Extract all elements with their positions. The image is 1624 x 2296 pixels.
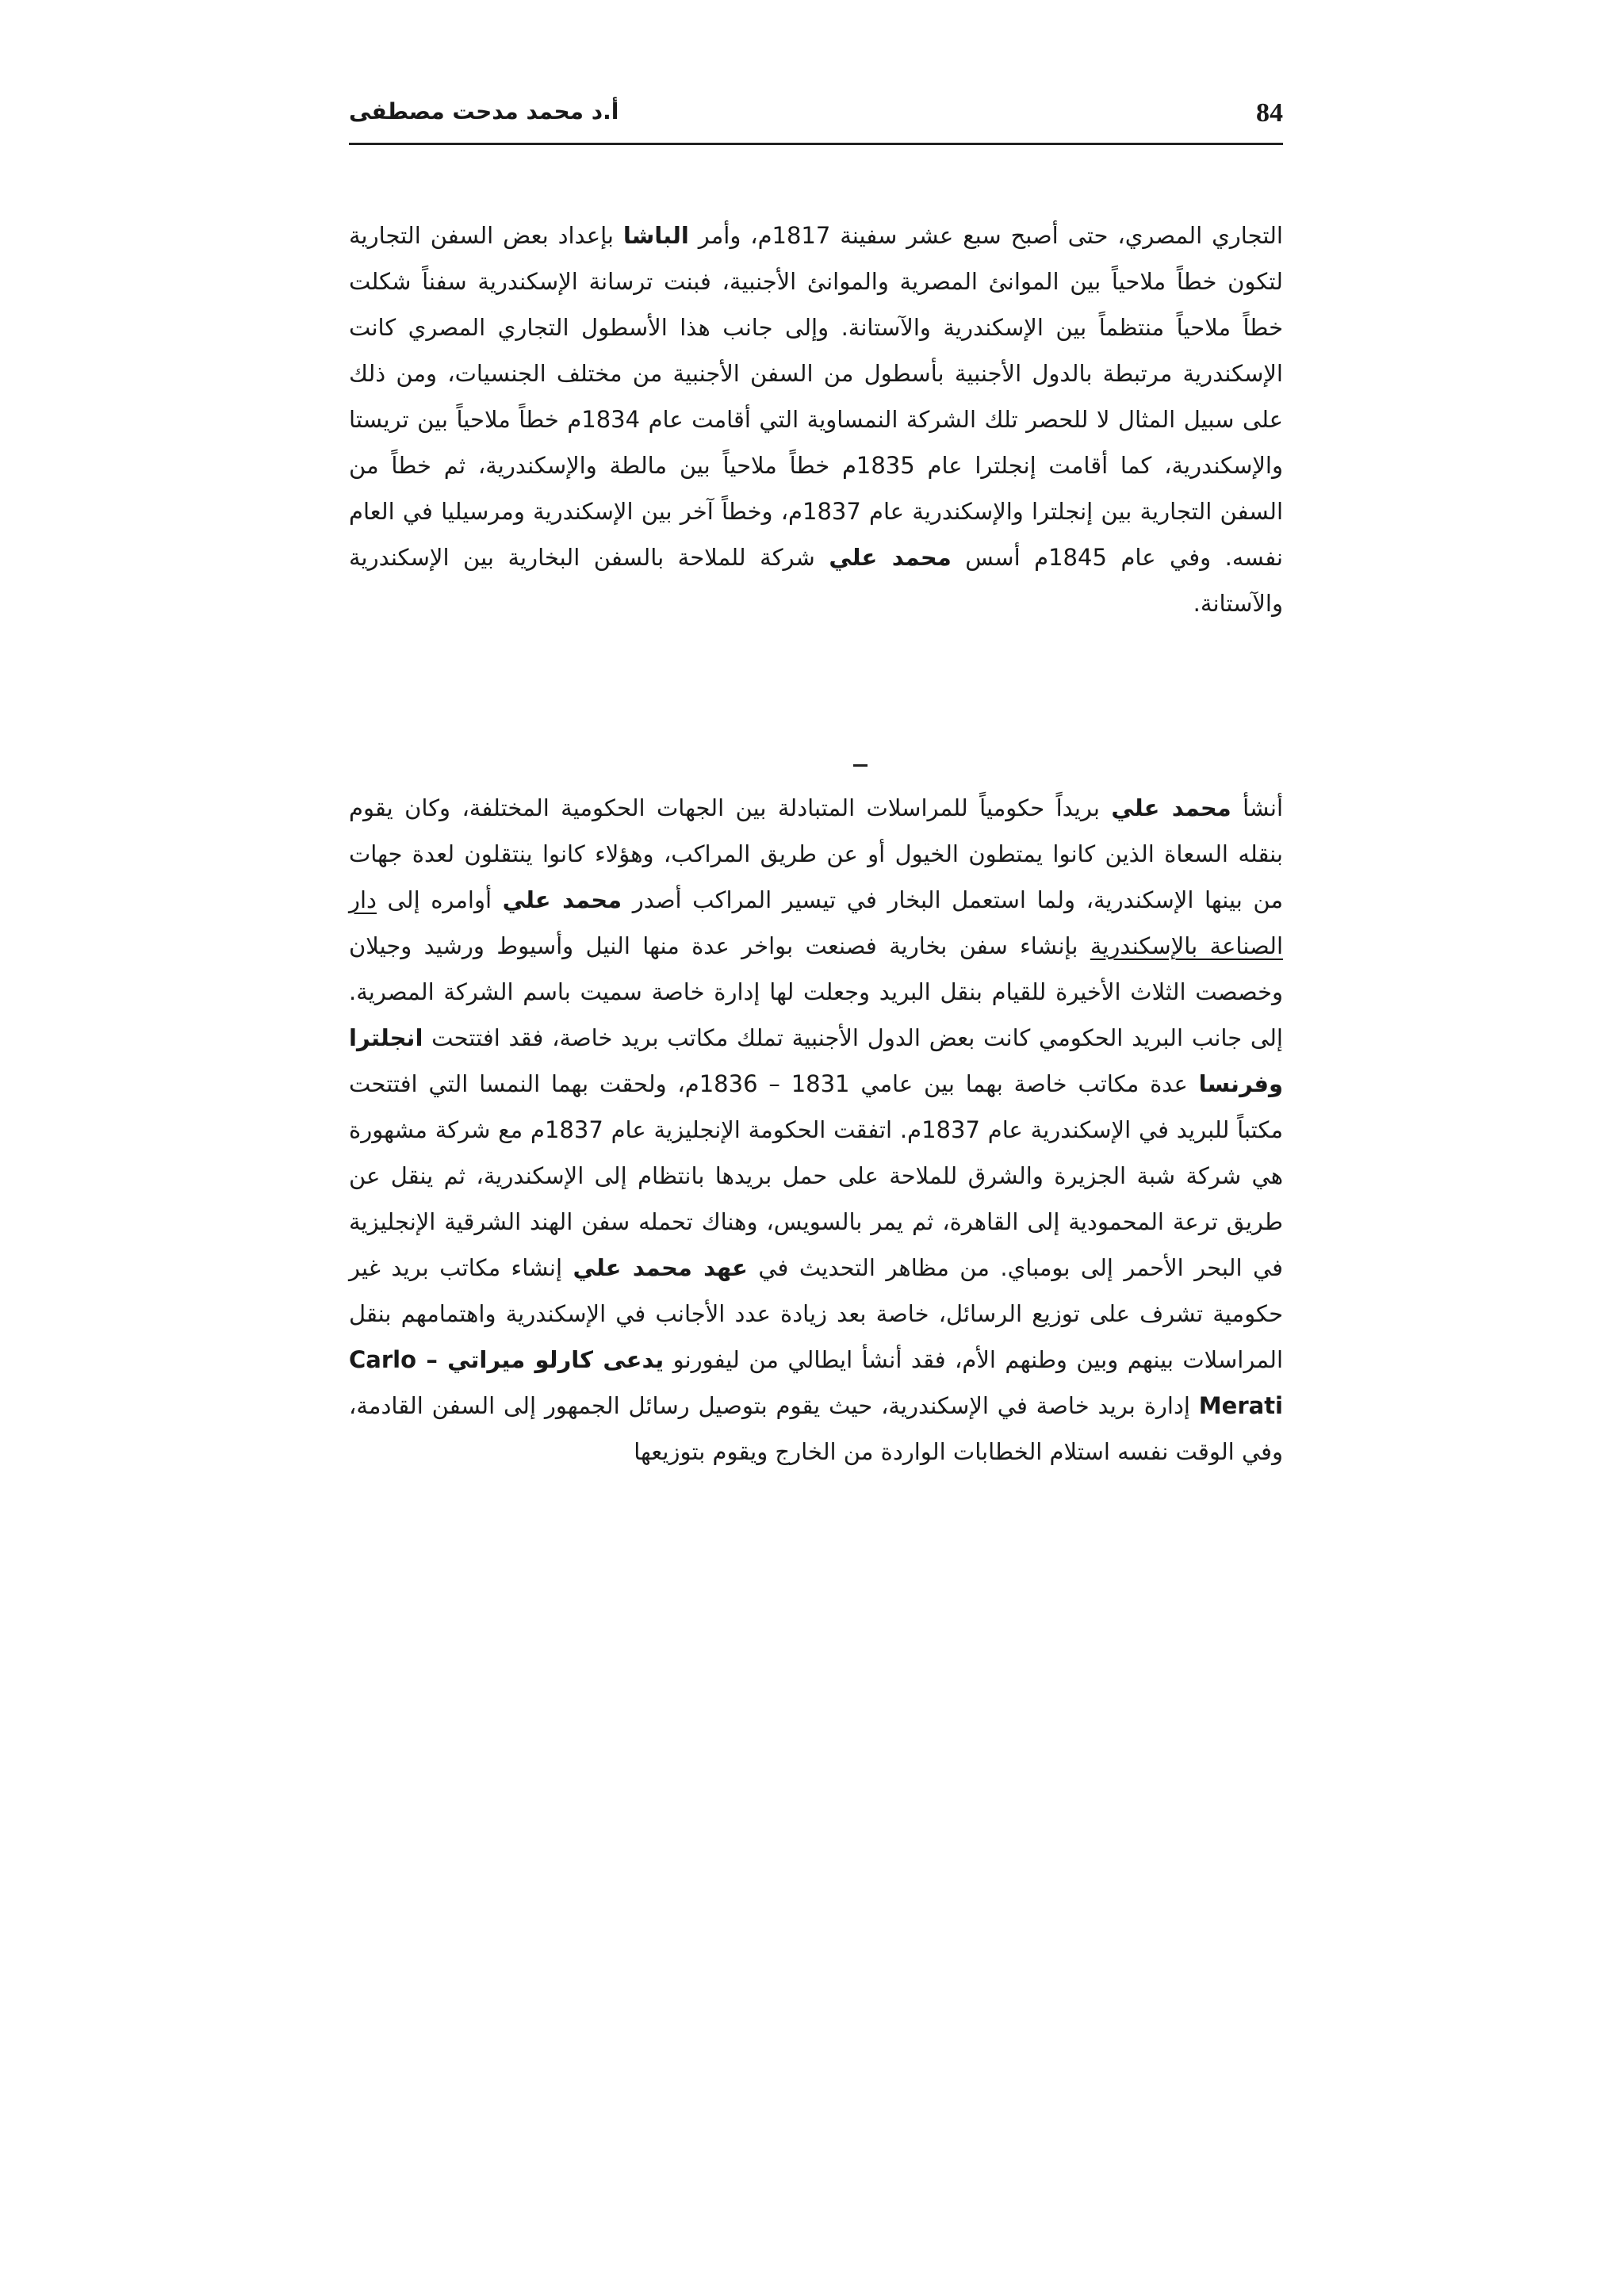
p2-span-9: عدة مكاتب خاصة بهما بين عامي 1831 – 1836م، ولحقت بهما النمسا التي افتتحت مكتباً للبريد في الإسكندرية عام 1837م. اتفقت الحكومة الإنجليزية عام 1837م مع شركة مشهورة هي شركة شبة الجزيرة والشرق للملاحة على حمل بريدها بانتظام إلى الإسكندرية، ثم ينقل عن طريق ترعة المحمودية إلى القاهرة، ثم يمر بالسويس، وهناك تحمله سفن الهند الشرقية الإنجليزية في البحر الأحمر إلى بومباي. من مظاهر التحديث في xyxy=(349,1070,1283,1281)
p2-bold-carlo-merati: يدعى كارلو ميراتي – Carlo Merati xyxy=(349,1346,1283,1419)
paragraph-maritime-trade xyxy=(349,212,1283,626)
paragraph-1-text xyxy=(349,212,1283,626)
p1-bold-mohamed-ali: محمد علي xyxy=(829,544,952,571)
p2-span-1: أنشأ xyxy=(1231,794,1283,821)
page-number: 84 xyxy=(1256,98,1283,128)
p2-bold-mohamed-ali-2: محمد علي xyxy=(502,886,622,913)
p1-bold-basha: الباشا xyxy=(622,222,689,249)
p1-span-3: بإعداد بعض السفن التجارية لتكون خطاً ملاحياً بين الموانئ المصرية والموانئ الأجنبية، فبنت ترسانة الإسكندرية سفناً شكلت خطاً ملاحياً منتظماً بين الإسكندرية والآستانة. وإلى جانب هذا الأسطول التجاري المصري كانت الإسكندرية مرتبطة بالدول الأجنبية بأسطول من السفن الأجنبية من مختلف الجنسيات، ومن ذلك على سبيل المثال لا للحصر تلك الشركة النمساوية التي أقامت عام 1834م خطاً ملاحياً بين تريستا والإسكندرية، كما أقامت إنجلترا عام 1835م خطاً ملاحياً بين مالطة والإسكندرية، ثم خطاً من السفن التجارية بين إنجلترا والإسكندرية عام 1837م، وخطاً آخر بين الإسكندرية ومرسيليا في العام نفسه. وفي عام 1845م أسس xyxy=(349,222,1284,571)
p2-bold-mohamed-ali-1: محمد علي xyxy=(1111,794,1231,821)
p1-span-5: شركة للملاحة بالسفن البخارية بين الإسكندرية والآستانة. xyxy=(349,544,1283,617)
section-dash-mark xyxy=(853,764,868,767)
p2-bold-ahd-mohamed-ali: عهد محمد علي xyxy=(573,1254,748,1281)
p2-span-11: إنشاء مكاتب بريد غير حكومية تشرف على توزيع الرسائل، خاصة بعد زيادة عدد الأجانب في الإسكندرية واهتمامهم بنقل المراسلات بينهم وبين وطنهم الأم، فقد أنشأ ايطالي من ليفورنو xyxy=(349,1254,1283,1373)
p1-span-1: التجاري المصري، حتى أصبح سبع عشر سفينة 1817م، وأمر xyxy=(688,222,1283,249)
p2-bold-england-france: انجلترا وفرنسا xyxy=(349,1024,1283,1097)
p2-span-7: بإنشاء سفن بخارية فصنعت بواخر عدة منها النيل وأسيوط ورشيد وجيلان وخصصت الثلاث الأخيرة للقيام بنقل البريد وجعلت لها إدارة خاصة سميت باسم الشركة المصرية. إلى جانب البريد الحكومي كانت بعض الدول الأجنبية تملك مكاتب بريد خاصة، فقد افتتحت xyxy=(349,932,1283,1051)
paragraph-2-text xyxy=(349,785,1283,1475)
running-head-author: أ.د محمد مدحت مصطفى xyxy=(349,98,619,124)
p2-span-5: أوامره إلى xyxy=(376,886,503,913)
page-header xyxy=(349,94,1283,145)
p2-span-13: إدارة بريد خاصة في الإسكندرية، حيث يقوم بتوصيل رسائل الجمهور إلى السفن القادمة، وفي الوقت نفسه استلام الخطابات الواردة من الخارج ويقوم بتوزيعها xyxy=(349,1392,1283,1465)
p2-underlined-dar-alsinaa: دار الصناعة بالإسكندرية xyxy=(349,886,1284,959)
p2-span-3: بريداً حكومياً للمراسلات المتبادلة بين الجهات الحكومية المختلفة، وكان يقوم بنقله السعاة الذين كانوا يمتطون الخيول أو عن طريق المراكب، وهؤلاء كانوا ينتقلون لعدة جهات من بينها الإسكندرية، ولما استعمل البخار في تيسير المراكب أصدر xyxy=(349,794,1283,913)
paragraph-postal-service xyxy=(349,785,1283,1475)
